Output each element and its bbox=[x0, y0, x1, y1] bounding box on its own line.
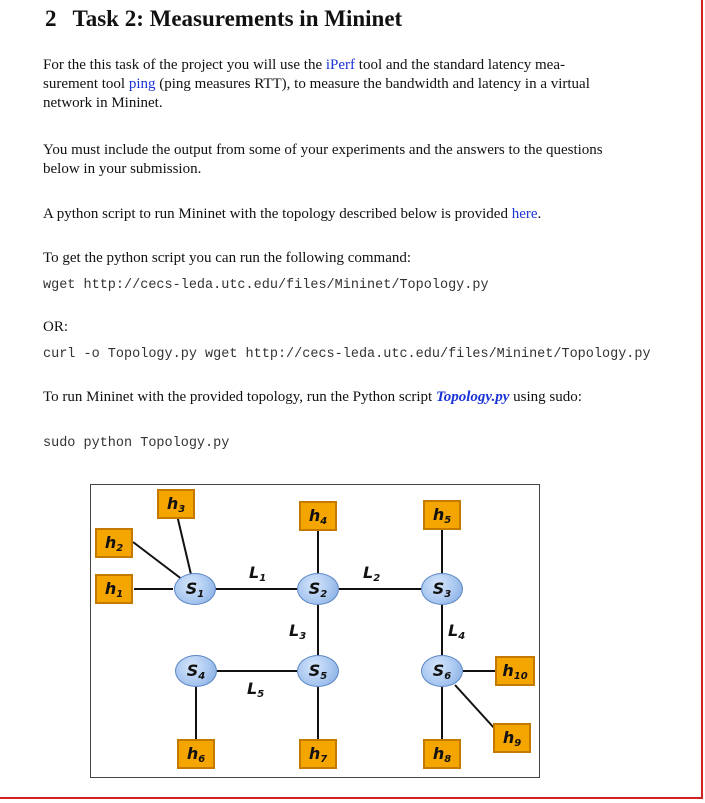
switch-s5 bbox=[297, 655, 339, 687]
link-subscript: 4 bbox=[458, 631, 466, 642]
host-label: h bbox=[502, 661, 514, 680]
get-script-paragraph bbox=[43, 249, 643, 268]
switch-label: S bbox=[308, 661, 321, 680]
host-subscript: 6 bbox=[198, 754, 206, 765]
switch-label: S bbox=[185, 579, 198, 598]
link-subscript: 2 bbox=[373, 573, 381, 584]
host-label: h bbox=[104, 579, 117, 598]
host-subscript: 8 bbox=[444, 754, 452, 765]
switch-subscript: 1 bbox=[197, 589, 205, 600]
host-h10 bbox=[495, 656, 535, 686]
host-label: h bbox=[166, 494, 179, 513]
host-label: h bbox=[308, 506, 321, 525]
topology-script-link[interactable]: Topology.py bbox=[435, 389, 510, 405]
link-label: L bbox=[249, 563, 260, 582]
switch-s1 bbox=[174, 573, 216, 605]
switch-label: S bbox=[186, 661, 199, 680]
ping-link[interactable]: ping bbox=[128, 76, 156, 92]
link-label: L bbox=[289, 621, 300, 640]
host-subscript: 1 bbox=[116, 589, 124, 600]
curl-command: curl -o Topology.py wget http://cecs-leda.utc.edu/files/Mininet/Topology.py bbox=[43, 347, 651, 362]
host-label: h bbox=[308, 744, 321, 763]
here-link[interactable]: here bbox=[511, 206, 538, 222]
text-span: surement tool bbox=[43, 76, 129, 92]
host-h1 bbox=[95, 574, 133, 604]
text-span: . bbox=[537, 206, 542, 222]
host-h2 bbox=[95, 528, 133, 558]
text-span: below in your submission. bbox=[43, 161, 202, 177]
switch-label: S bbox=[432, 661, 445, 680]
host-subscript: 4 bbox=[320, 516, 328, 527]
host-subscript: 10 bbox=[513, 671, 528, 682]
text-span: A python script to run Mininet with the topology described below is provided bbox=[43, 206, 512, 222]
section-title: Task 2: Measurements in Mininet bbox=[72, 6, 403, 31]
sudo-command: sudo python Topology.py bbox=[43, 436, 230, 451]
link-label-l3 bbox=[289, 621, 306, 642]
link-label: L bbox=[247, 679, 258, 698]
link-subscript: 5 bbox=[257, 689, 265, 700]
or-label: OR: bbox=[43, 319, 69, 335]
switch-subscript: 5 bbox=[320, 671, 328, 682]
text-span: tool and the standard latency mea- bbox=[355, 57, 565, 73]
switch-subscript: 4 bbox=[198, 671, 206, 682]
topology-diagram bbox=[90, 484, 540, 778]
link-label-l2 bbox=[363, 563, 380, 584]
switch-label: S bbox=[432, 579, 445, 598]
link-label: L bbox=[363, 563, 374, 582]
host-label: h bbox=[104, 533, 117, 552]
iperf-link[interactable]: iPerf bbox=[325, 57, 356, 73]
section-heading bbox=[45, 6, 402, 32]
link-label-l1 bbox=[249, 563, 266, 584]
switch-s6 bbox=[421, 655, 463, 687]
intro-paragraph bbox=[43, 56, 643, 113]
text-span: For the this task of the project you will use the bbox=[43, 57, 326, 73]
host-h7 bbox=[299, 739, 337, 769]
host-subscript: 2 bbox=[116, 543, 124, 554]
host-h4 bbox=[299, 501, 337, 531]
text-span: using sudo: bbox=[509, 389, 582, 405]
link-label-l5 bbox=[247, 679, 264, 700]
host-label: h bbox=[186, 744, 199, 763]
host-h9 bbox=[493, 723, 531, 753]
link-label: L bbox=[448, 621, 459, 640]
switch-subscript: 2 bbox=[320, 589, 328, 600]
text-span: To get the python script you can run the following command: bbox=[43, 250, 412, 266]
text-span: (ping measures RTT), to measure the bandwidth and latency in a virtual bbox=[155, 76, 590, 92]
link-subscript: 1 bbox=[259, 573, 267, 584]
host-label: h bbox=[432, 505, 445, 524]
section-number: 2 bbox=[45, 6, 57, 31]
host-h5 bbox=[423, 500, 461, 530]
link-subscript: 3 bbox=[299, 631, 307, 642]
host-h6 bbox=[177, 739, 215, 769]
edge-h2-s1 bbox=[133, 542, 183, 580]
switch-s2 bbox=[297, 573, 339, 605]
switch-subscript: 6 bbox=[444, 671, 452, 682]
switch-s4 bbox=[175, 655, 217, 687]
run-paragraph bbox=[43, 388, 643, 407]
host-subscript: 3 bbox=[178, 504, 186, 515]
text-span: network in Mininet. bbox=[43, 95, 163, 111]
host-label: h bbox=[502, 728, 515, 747]
edge-s6-h9 bbox=[455, 685, 495, 729]
switch-s3 bbox=[421, 573, 463, 605]
host-label: h bbox=[432, 744, 445, 763]
text-span: You must include the output from some of your experiments and the answers to the questions bbox=[43, 142, 603, 158]
submission-paragraph bbox=[43, 141, 643, 179]
host-subscript: 9 bbox=[514, 738, 522, 749]
host-h3 bbox=[157, 489, 195, 519]
switch-subscript: 3 bbox=[444, 589, 452, 600]
script-paragraph bbox=[43, 205, 643, 224]
switch-label: S bbox=[308, 579, 321, 598]
link-label-l4 bbox=[448, 621, 465, 642]
host-subscript: 7 bbox=[320, 754, 328, 765]
host-h8 bbox=[423, 739, 461, 769]
host-subscript: 5 bbox=[444, 515, 452, 526]
text-span: To run Mininet with the provided topology, run the Python script bbox=[43, 389, 436, 405]
wget-command: wget http://cecs-leda.utc.edu/files/Mininet/Topology.py bbox=[43, 278, 489, 293]
